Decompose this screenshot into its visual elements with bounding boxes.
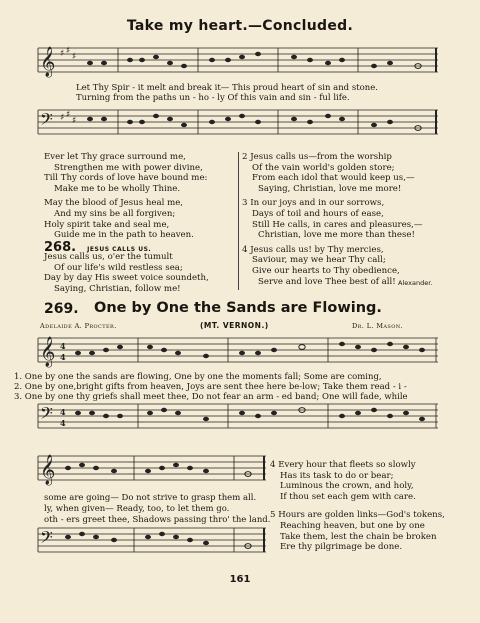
music-staff-treble-top — [38, 44, 440, 80]
music-staff-bass-269b — [38, 524, 268, 560]
lyric-line: 1. One by one the sands are flowing, One by one the moments fall; Some are coming, — [14, 372, 382, 382]
lyric-line: Let Thy Spir - it melt and break it— This proud heart of sin and stone. — [76, 83, 378, 93]
svg-text:𝄞: 𝄞 — [40, 47, 56, 77]
svg-text:4: 4 — [60, 407, 66, 417]
lyric-line: Turning from the paths un - ho - ly Of this vain and sin - ful life. — [76, 93, 350, 103]
svg-text:𝄞: 𝄞 — [40, 455, 56, 485]
svg-text:♯: ♯ — [66, 46, 71, 56]
svg-text:4: 4 — [60, 352, 66, 362]
svg-text:𝄞: 𝄞 — [40, 337, 56, 367]
verse-block-left: Ever let Thy grace surround me, Strengthen me with power divine, Till Thy cords of love have bound me: Make me to be wholly Thine. May the blood of Jesus heal me, And my sins be all forgiven; Holy spirit take and seal me, Guide me in the path to heaven. — [44, 152, 208, 241]
lyric-line: some are going— Do not strive to grasp them all. — [44, 493, 257, 503]
svg-text:𝄢: 𝄢 — [40, 109, 53, 133]
hymn-title: One by One the Sands are Flowing. — [94, 300, 382, 316]
composer-credit: Dr. L. Mason. — [352, 322, 403, 330]
hymn-title-take-my-heart: Take my heart.—Concluded. — [126, 18, 354, 34]
verse-block-right: 2 Jesus calls us—from the worship Of the vain world's golden store; From each idol that would keep us,— Saying, Christian, love me more! 3 In our joys and in our sorrows, Days of toil and hours of ease, Still He calls, in cares and pleasures,— Christian, love me more than these! 4 Jesus calls us! by Thy mercies, Saviour, may we hear Thy call; Give our hearts to Thy obedience, Serve and love Thee best of all! — [242, 152, 423, 287]
hymn-268-verse: Jesus calls us, o'er the tumult Of our life's wild restless sea; Day by day His sweet voice soundeth, Saying, Christian, follow me! — [44, 252, 209, 294]
svg-text:♯: ♯ — [66, 110, 71, 120]
tune-name: (MT. VERNON.) — [200, 321, 269, 330]
lyric-line: ly, when given— Ready, too, to let them go. — [44, 504, 230, 514]
page-number: 161 — [229, 574, 251, 585]
svg-text:♯: ♯ — [60, 49, 65, 59]
svg-text:♯: ♯ — [72, 52, 77, 62]
svg-text:4: 4 — [60, 341, 66, 351]
lyricist-credit: Adelaide A. Procter. — [40, 322, 117, 330]
hymn-number: 268. — [44, 240, 77, 255]
music-staff-treble-269b — [38, 452, 268, 488]
svg-text:♯: ♯ — [72, 116, 77, 126]
music-staff-bass-top — [38, 106, 440, 142]
svg-text:𝄢: 𝄢 — [40, 527, 53, 551]
svg-text:𝄢: 𝄢 — [40, 403, 53, 427]
svg-text:4: 4 — [60, 418, 66, 428]
hymn-269-verses: 4 Every hour that fleets so slowly Has its task to do or bear; Luminous the crown, and holy, If thou set each gem with care. 5 Hours are golden links—God's tokens, Reaching heaven, but one by one Take them, lest the chain be broken Ere thy pilgrimage be done. — [270, 460, 445, 553]
lyric-line: 2. One by one,bright gifts from heaven, Joys are sent thee here be-low; Take them read - i - — [14, 382, 407, 392]
svg-text:♯: ♯ — [60, 113, 65, 123]
hymn-title: JESUS CALLS US. — [87, 246, 152, 253]
column-divider — [238, 152, 239, 290]
music-staff-treble-269a — [38, 334, 440, 370]
music-staff-bass-269a — [38, 400, 440, 436]
lyric-line: 3. One by one thy griefs shall meet thee, Do not fear an arm - ed band; One will fade, while — [14, 392, 408, 402]
hymn-number: 269. — [44, 301, 79, 317]
lyric-line: oth - ers greet thee, Shadows passing thro' the land. — [44, 515, 271, 525]
author-credit: Alexander. — [398, 279, 433, 287]
